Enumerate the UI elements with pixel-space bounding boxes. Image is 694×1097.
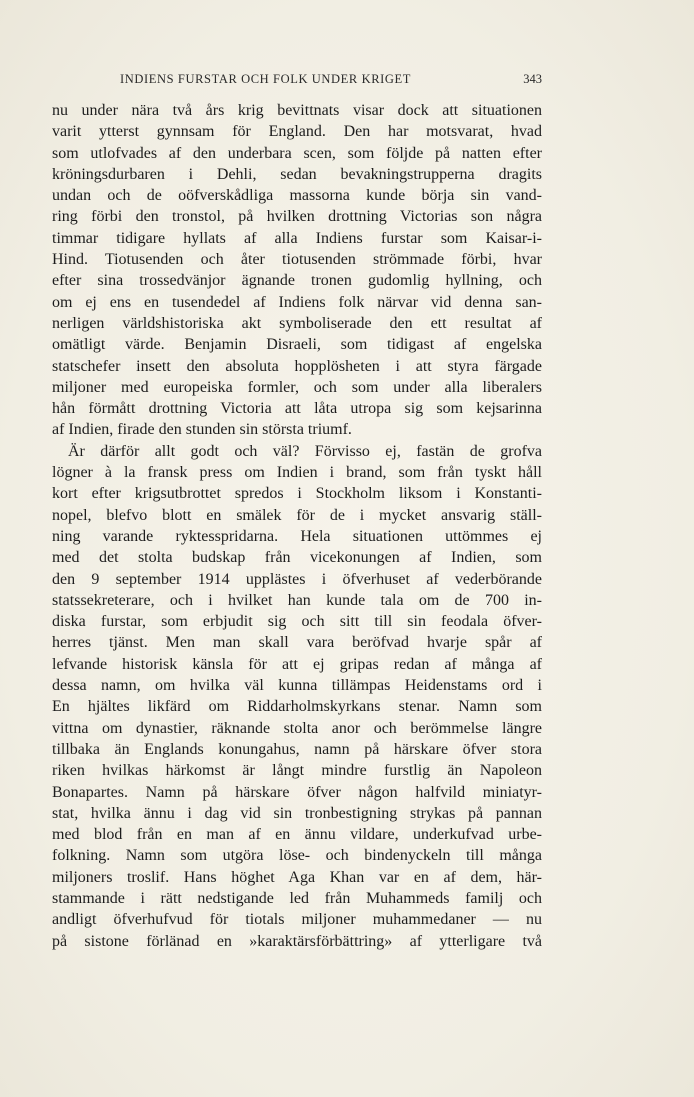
text-line: nopel, blefvo blott en smälek för de i mycket ansvarig ställ- [52, 506, 542, 524]
text-line: lögner à la fransk press om Indien i brand, som från tyskt håll [52, 464, 542, 482]
text-line: andligt öfverhufvud för tiotals miljoner muhammedaner — nu [52, 911, 542, 929]
text-line: ring förbi den tronstol, på hvilken drottning Victorias son några [52, 208, 542, 226]
text-line: efter sina trossedvänjor ägnande tronen gudomlig hyllning, och [52, 272, 542, 290]
text-line: hån förmått drottning Victoria att låta utropa sig som kejsarinna [52, 400, 542, 418]
text-line: Bonapartes. Namn på härskare öfver någon halfvild miniatyr- [52, 783, 542, 801]
text-line: statschefer insett den absoluta hopplösheten i att styra färgade [52, 357, 542, 375]
text-line: kröningsdurbaren i Dehli, sedan bevakningstrupperna dragits [52, 165, 542, 183]
text-line: kort efter krigsutbrottet spredos i Stockholm liksom i Konstanti- [52, 485, 542, 503]
text-line: med blod från en man af en ännu vildare, underkufvad urbe- [52, 826, 542, 844]
text-line: vittna om dynastier, räknande stolta anor och berömmelse längre [52, 719, 542, 737]
text-line: ning varande ryktesspridarna. Hela situationen uttömmes ej [52, 527, 542, 545]
text-line: nu under nära två års krig bevittnats visar dock att situationen [52, 102, 542, 119]
text-line: på sistone förlänad en »karaktärsförbättring» af ytterligare två [52, 932, 542, 950]
text-line: diska furstar, som erbjudit sig och sitt till sin feodala öfver- [52, 613, 542, 631]
text-line: omätligt värde. Benjamin Disraeli, som tidigast af engelska [52, 336, 542, 354]
text-line: af Indien, firade den stunden sin största triumf. [52, 421, 352, 439]
text-line: som utlofvades af den underbara scen, som följde på natten efter [52, 144, 542, 162]
text-line: stat, hvilka ännu i dag vid sin tronbestigning strykas på pannan [52, 804, 542, 822]
text-line: Hind. Tiotusenden och åter tiotusenden strömmade förbi, hvar [52, 251, 542, 269]
text-line: den 9 september 1914 upplästes i öfverhuset af vederbörande [52, 570, 542, 588]
text-line: herres tjänst. Men man skall vara beröfvad hvarje spår af [52, 634, 542, 652]
text-line: timmar tidigare hyllats af alla Indiens furstar som Kaisar-i- [52, 229, 542, 247]
text-line: varit ytterst gynnsam för England. Den har motsvarat, hvad [52, 123, 542, 141]
text-line: folkning. Namn som utgöra löse- och bindenyckeln till många [52, 847, 542, 865]
text-line: riken hvilkas härkomst är långt mindre furstlig än Napoleon [52, 762, 542, 780]
page-number: 343 [523, 72, 542, 86]
text-line: miljoner med europeiska formler, och som under alla liberalers [52, 378, 542, 396]
text-line: statssekreterare, och i hvilket han kunde tala om de 700 in- [52, 591, 542, 609]
text-line: miljoners troslif. Hans höghet Aga Khan var en af dem, här- [52, 868, 542, 886]
running-header [120, 72, 542, 90]
text-line: om ej ens en tusendedel af Indiens folk närvar vid denna san- [52, 293, 542, 311]
text-line: dessa namn, om hvilka väl kunna tillämpas Heidenstams ord i [52, 677, 542, 695]
text-line: stammande i rätt nedstigande led från Muhammeds familj och [52, 889, 542, 907]
text-line: med det stolta budskap från vicekonungen af Indien, som [52, 549, 542, 567]
text-line: undan och de oöfverskådliga massorna kunde börja sin vand- [52, 187, 542, 205]
header-title: INDIENS FURSTAR OCH FOLK UNDER KRIGET [120, 72, 411, 86]
text-line: nerligen världshistoriska akt symboliserade den ett resultat af [52, 314, 542, 332]
text-line: Är därför allt godt och väl? Förvisso ej, fastän de grofva [68, 442, 542, 460]
body-text [52, 100, 542, 952]
text-line: En hjältes likfärd om Riddarholmskyrkans stenar. Namn som [52, 698, 542, 716]
text-line: tillbaka än Englands konungahus, namn på härskare öfver stora [52, 740, 542, 758]
text-line: lefvande historisk känsla för att ej gripas redan af många af [52, 655, 542, 673]
